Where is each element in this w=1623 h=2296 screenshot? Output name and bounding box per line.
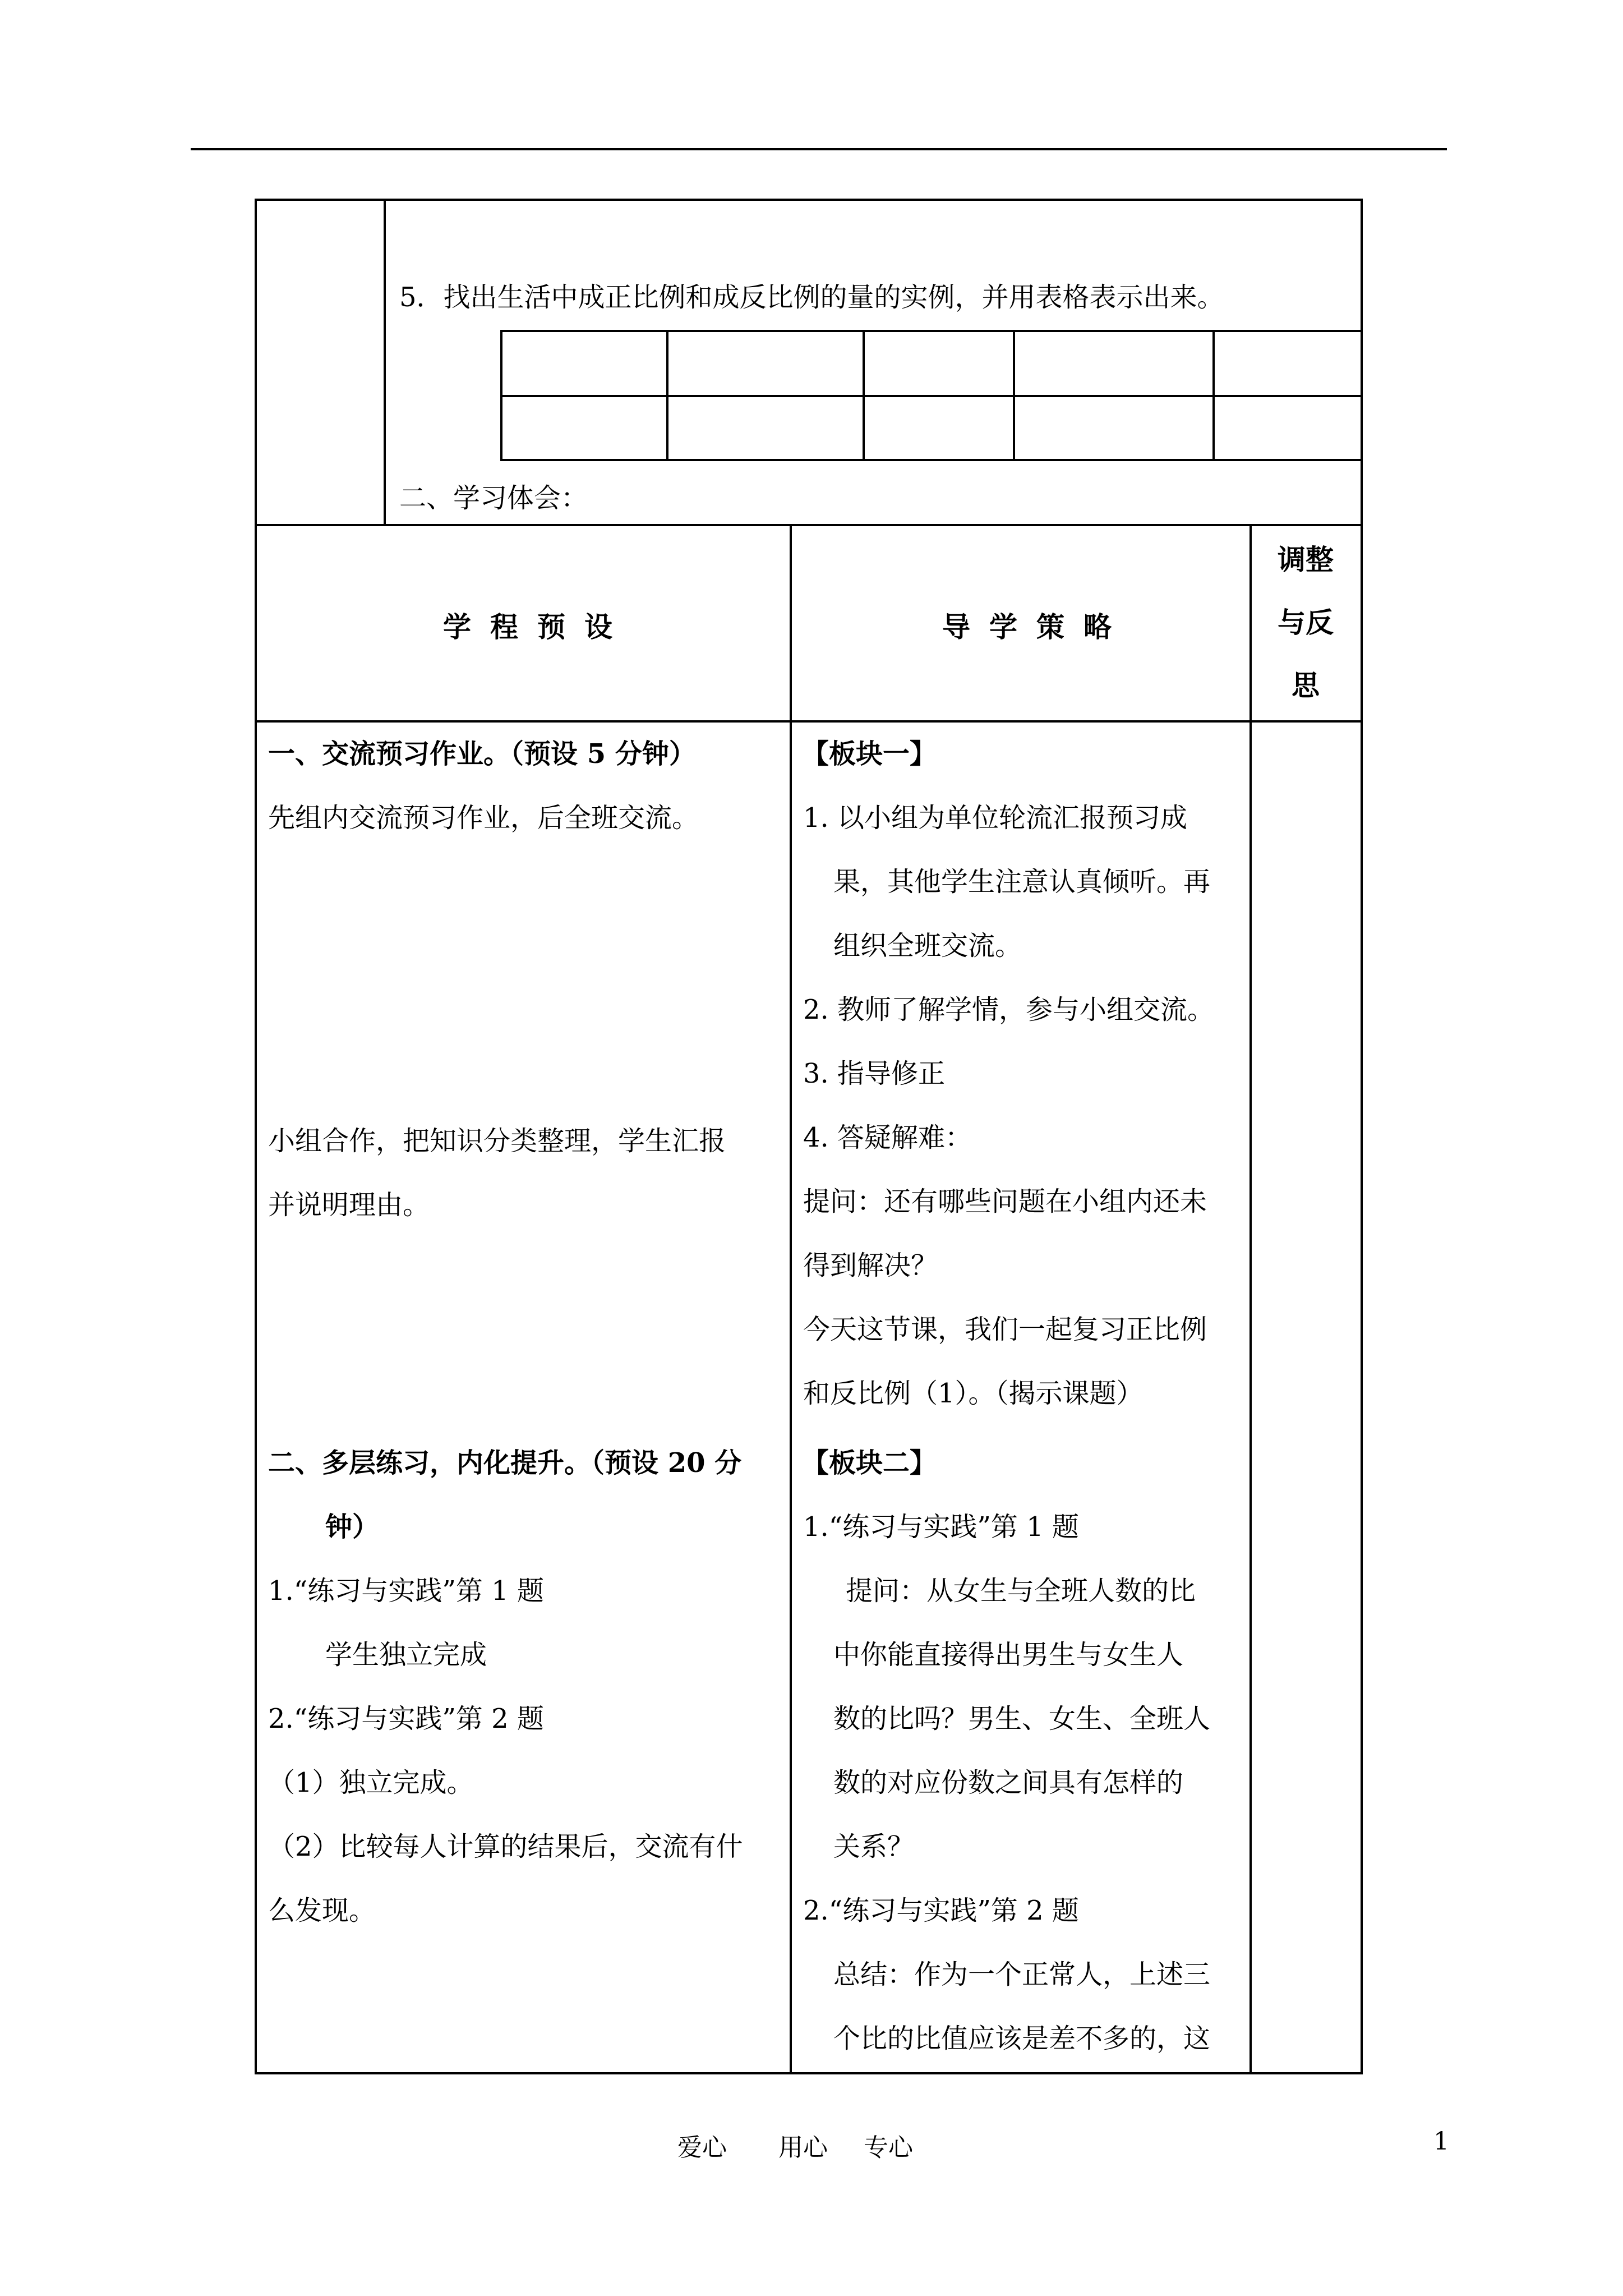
section-1-title: 一、交流预习作业。（预设 5 分钟） — [268, 738, 696, 770]
block-1-label: 【板块一】 — [802, 738, 937, 770]
lesson-table-col-divider-2 — [1249, 524, 1252, 2074]
lesson-table-top-border — [255, 524, 1363, 526]
block-2-label: 【板块二】 — [802, 1447, 937, 1479]
strategy-line: 4. 答疑解难： — [803, 1122, 972, 1153]
lesson-table-right-border — [1361, 524, 1363, 2074]
lesson-table-left-border — [255, 524, 257, 2074]
section-1-line: 并说明理由。 — [268, 1189, 430, 1221]
strategy-line: 3. 指导修正 — [803, 1058, 946, 1089]
blank-table-line — [500, 459, 1363, 461]
lesson-table-bottom-border — [255, 2072, 1363, 2074]
footer-motto-2: 用心 — [778, 2133, 828, 2162]
strategy-line: 中你能直接得出男生与女生人 — [833, 1639, 1184, 1671]
header-guidance-strategy: 导学策略 — [942, 610, 1131, 643]
top-table-left-border — [255, 199, 257, 525]
learning-reflection-label: 二、学习体会： — [399, 482, 588, 514]
practice-2-a: （1）独立完成。 — [268, 1767, 474, 1798]
header-adjust-line: 调整 — [1278, 543, 1334, 576]
strategy-line: 个比的比值应该是差不多的，这 — [833, 2023, 1211, 2054]
strategy-line: 2. 教师了解学情，参与小组交流。 — [803, 994, 1215, 1025]
header-course-plan: 学程预设 — [443, 610, 631, 643]
lesson-table-col-divider-1 — [790, 524, 792, 2074]
footer-motto-1: 爱心 — [677, 2133, 727, 2162]
header-rule — [191, 148, 1447, 150]
practice-2-c: 么发现。 — [268, 1895, 376, 1926]
top-table-divider — [384, 199, 386, 525]
blank-table-line — [500, 330, 1363, 332]
practice-2: 2.“练习与实践”第 2 题 — [268, 1703, 544, 1734]
strategy-line: 组织全班交流。 — [833, 930, 1022, 961]
item-5-text: 5．找出生活中成正比例和成反比例的量的实例，并用表格表示出来。 — [399, 282, 1224, 313]
blank-table-line — [666, 330, 668, 461]
section-1-line: 先组内交流预习作业，后全班交流。 — [268, 802, 699, 834]
strategy-line: 数的对应份数之间具有怎样的 — [833, 1767, 1184, 1798]
blank-table-line — [500, 395, 1363, 397]
strategy-line: 关系？ — [833, 1831, 915, 1862]
strategy-line: 1.“练习与实践”第 1 题 — [803, 1511, 1079, 1543]
practice-1-note: 学生独立完成 — [325, 1639, 487, 1671]
strategy-line: 总结：作为一个正常人，上述三 — [833, 1959, 1211, 1990]
header-adjust-reflect — [1278, 528, 1334, 717]
lesson-table-header-border — [255, 720, 1363, 723]
blank-table-line — [1212, 330, 1215, 461]
page-number: 1 — [1433, 2127, 1449, 2156]
strategy-line: 数的比吗？男生、女生、全班人 — [833, 1703, 1211, 1734]
section-1-line: 小组合作，把知识分类整理，学生汇报 — [268, 1125, 726, 1157]
strategy-line: 和反比例（1）。（揭示课题） — [803, 1378, 1144, 1409]
strategy-line: 今天这节课，我们一起复习正比例 — [803, 1314, 1207, 1345]
strategy-line: 提问：还有哪些问题在小组内还未 — [803, 1186, 1207, 1217]
blank-table-line — [500, 330, 502, 461]
strategy-line: 2.“练习与实践”第 2 题 — [803, 1895, 1079, 1926]
strategy-line: 提问：从女生与全班人数的比 — [846, 1575, 1196, 1607]
footer-motto-3: 专心 — [864, 2133, 913, 2162]
top-table-top-border — [255, 199, 1363, 201]
header-adjust-line: 思 — [1292, 669, 1320, 702]
strategy-line: 得到解决？ — [803, 1250, 938, 1281]
blank-table-line — [1013, 330, 1015, 461]
header-adjust-line: 与反 — [1278, 606, 1334, 639]
top-table-right-border — [1361, 199, 1363, 525]
strategy-line: 果，其他学生注意认真倾听。再 — [833, 866, 1211, 898]
practice-2-b: （2）比较每人计算的结果后，交流有什 — [268, 1831, 743, 1862]
strategy-line: 1. 以小组为单位轮流汇报预习成 — [803, 802, 1188, 834]
practice-1: 1.“练习与实践”第 1 题 — [268, 1575, 544, 1607]
blank-table-line — [863, 330, 865, 461]
section-2-title: 二、多层练习，内化提升。（预设 20 分 — [268, 1447, 742, 1479]
section-2-title-cont: 钟） — [325, 1511, 380, 1543]
